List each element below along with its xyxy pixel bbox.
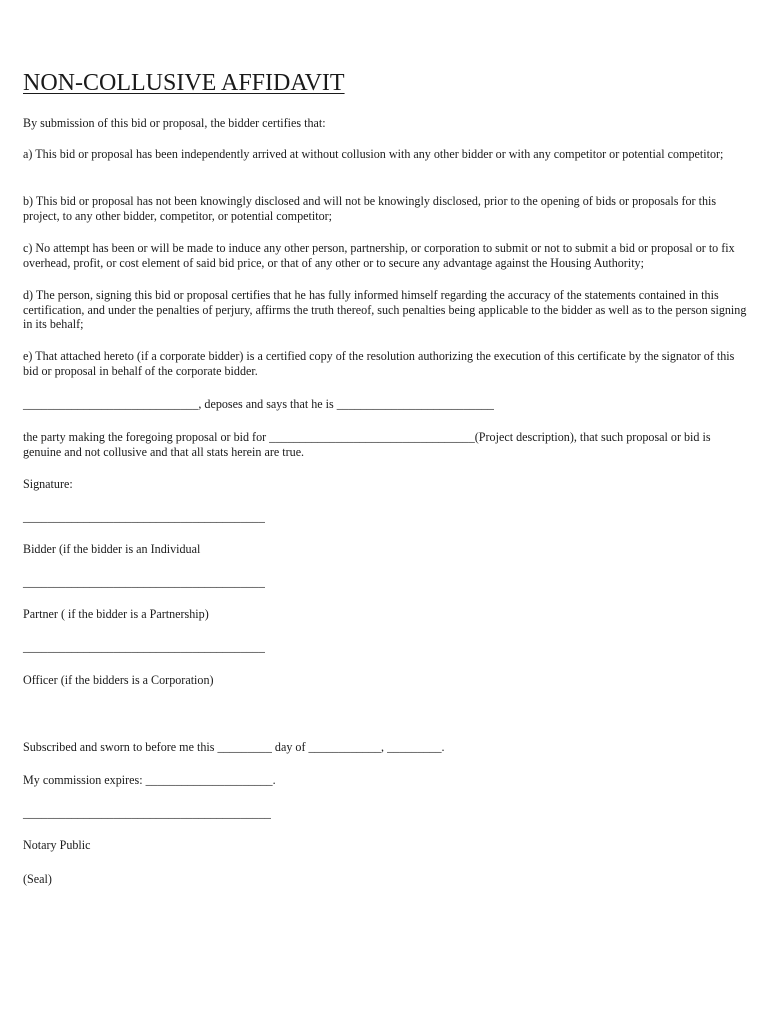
bidder-signature-line: ________________________________________	[23, 510, 265, 524]
partner-label: Partner ( if the bidder is a Partnership)	[23, 607, 209, 621]
clause-a: a) This bid or proposal has been independently arrived at without collusion with any other bidder or with any competitor or potential competitor;	[23, 147, 724, 161]
party-statement: the party making the foregoing proposal or bid for __________________________________(Project description), that such proposal or bid is genuine and not collusive and that all stats herein are true.	[23, 430, 711, 459]
clause-b: b) This bid or proposal has not been knowingly disclosed and will not be knowingly disclosed, prior to the opening of bids or proposals for this project, to any other bidder, competitor, or potential competitor;	[23, 194, 717, 223]
signature-label: Signature:	[23, 477, 73, 491]
clause-e: e) That attached hereto (if a corporate bidder) is a certified copy of the resolution authorizing the execution of this certificate by the signator of this bid or proposal in behalf of the corporate bidder.	[23, 349, 735, 378]
notary-public-label: Notary Public	[23, 838, 91, 852]
officer-label: Officer (if the bidders is a Corporation)	[23, 673, 214, 687]
clause-d: d) The person, signing this bid or proposal certifies that he has fully informed himself regarding the accuracy of the statements contained in this certification, and under the penalties of perjury, affirms the truth thereof, such penalties being applicable to the bidder as well as to the person signing in its behalf;	[23, 288, 747, 331]
bidder-label: Bidder (if the bidder is an Individual	[23, 542, 201, 556]
clause-c: c) No attempt has been or will be made to induce any other person, partnership, or corporation to submit or not to submit a bid or proposal or to fix overhead, profit, or cost element of said bid price, or that of any other or to secure any advantage against the Housing Authority;	[23, 241, 735, 270]
notary-signature-line: _________________________________________	[23, 806, 271, 820]
deposes-line: _____________________________, deposes and says that he is __________________________	[23, 397, 494, 411]
commission-expires-line: My commission expires: _____________________.	[23, 773, 276, 787]
subscribed-sworn-line: Subscribed and sworn to before me this _________ day of ____________, _________.	[23, 740, 445, 754]
intro-text: By submission of this bid or proposal, the bidder certifies that:	[23, 116, 326, 130]
seal-label: (Seal)	[23, 872, 52, 886]
partner-signature-line: ________________________________________	[23, 575, 265, 589]
document-title: NON-COLLUSIVE AFFIDAVIT	[23, 70, 345, 96]
officer-signature-line: ________________________________________	[23, 640, 265, 654]
